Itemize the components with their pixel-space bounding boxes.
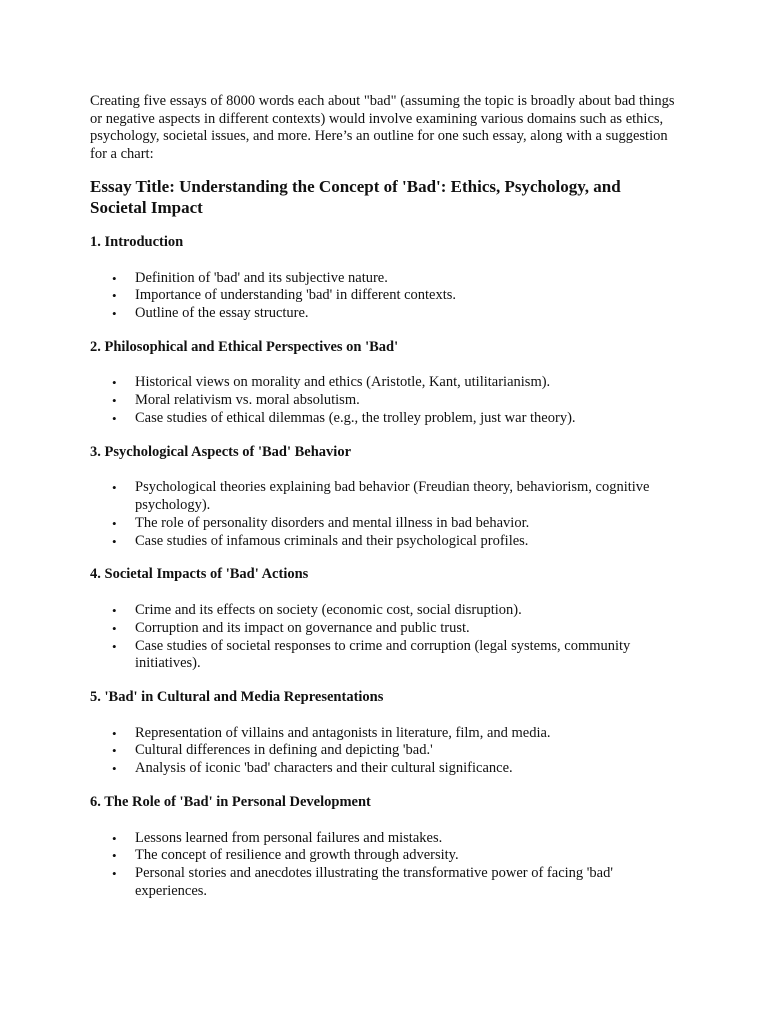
list-item bbox=[90, 305, 678, 323]
list-item-text: Corruption and its impact on governance and public trust. bbox=[135, 619, 470, 636]
bullet-icon: • bbox=[112, 533, 117, 549]
section-heading: 2. Philosophical and Ethical Perspectives on 'Bad' bbox=[90, 338, 399, 355]
bullet-icon: • bbox=[112, 515, 117, 531]
list-item-text: Importance of understanding 'bad' in different contexts. bbox=[135, 287, 457, 304]
section-cultural bbox=[90, 689, 678, 778]
bullet-icon: • bbox=[112, 306, 117, 322]
list-item bbox=[90, 620, 678, 638]
list-item bbox=[90, 392, 678, 410]
bullet-icon: • bbox=[112, 270, 117, 286]
bullet-list bbox=[90, 374, 678, 427]
bullet-icon: • bbox=[112, 288, 117, 304]
bullet-icon: • bbox=[112, 761, 117, 777]
list-item bbox=[90, 515, 678, 533]
list-item bbox=[90, 270, 678, 288]
bullet-icon: • bbox=[112, 866, 117, 882]
bullet-icon: • bbox=[112, 375, 117, 391]
intro-paragraph: Creating five essays of 8000 words each about "bad" (assuming the topic is broadly about bad things or negative aspects in different contexts) would involve examining various domains such as ethics, psychology, societal issues, and more. Here’s an outline for one such essay, along with a suggestion for a chart: bbox=[90, 93, 675, 162]
section-heading: 6. The Role of 'Bad' in Personal Development bbox=[90, 794, 371, 811]
section-heading: 5. 'Bad' in Cultural and Media Representations bbox=[90, 689, 384, 706]
list-item-text: Psychological theories explaining bad behavior (Freudian theory, behaviorism, cognitive psychology). bbox=[135, 479, 650, 514]
list-item-text: Analysis of iconic 'bad' characters and their cultural significance. bbox=[135, 760, 513, 777]
bullet-list bbox=[90, 725, 678, 778]
list-item bbox=[90, 638, 678, 674]
section-introduction bbox=[90, 234, 678, 323]
section-philosophical bbox=[90, 339, 678, 428]
list-item bbox=[90, 479, 678, 515]
list-item bbox=[90, 374, 678, 392]
list-item bbox=[90, 865, 678, 901]
list-item-text: Definition of 'bad' and its subjective nature. bbox=[135, 269, 388, 286]
list-item-text: Case studies of ethical dilemmas (e.g., the trolley problem, just war theory). bbox=[135, 409, 576, 426]
list-item-text: Crime and its effects on society (economic cost, social disruption). bbox=[135, 601, 522, 618]
list-item-text: The role of personality disorders and mental illness in bad behavior. bbox=[135, 514, 530, 531]
bullet-icon: • bbox=[112, 830, 117, 846]
list-item-text: Representation of villains and antagonists in literature, film, and media. bbox=[135, 724, 551, 741]
list-item bbox=[90, 410, 678, 428]
list-item-text: Moral relativism vs. moral absolutism. bbox=[135, 392, 360, 409]
list-item bbox=[90, 830, 678, 848]
essay-title: Essay Title: Understanding the Concept of 'Bad': Ethics, Psychology, and Societal Impact bbox=[90, 177, 621, 217]
list-item bbox=[90, 533, 678, 551]
section-personal-development bbox=[90, 794, 678, 901]
list-item bbox=[90, 847, 678, 865]
bullet-list bbox=[90, 270, 678, 323]
bullet-icon: • bbox=[112, 638, 117, 654]
section-societal bbox=[90, 566, 678, 673]
bullet-icon: • bbox=[112, 480, 117, 496]
bullet-list bbox=[90, 830, 678, 901]
list-item bbox=[90, 287, 678, 305]
list-item bbox=[90, 760, 678, 778]
section-psychological bbox=[90, 444, 678, 551]
list-item-text: Outline of the essay structure. bbox=[135, 305, 309, 322]
bullet-icon: • bbox=[112, 743, 117, 759]
bullet-icon: • bbox=[112, 410, 117, 426]
bullet-icon: • bbox=[112, 725, 117, 741]
bullet-icon: • bbox=[112, 848, 117, 864]
list-item bbox=[90, 602, 678, 620]
section-heading: 4. Societal Impacts of 'Bad' Actions bbox=[90, 566, 309, 583]
section-heading: 3. Psychological Aspects of 'Bad' Behavior bbox=[90, 443, 351, 460]
bullet-icon: • bbox=[112, 620, 117, 636]
list-item-text: Case studies of infamous criminals and their psychological profiles. bbox=[135, 532, 529, 549]
list-item-text: Personal stories and anecdotes illustrating the transformative power of facing 'bad' experiences. bbox=[135, 865, 613, 899]
bullet-icon: • bbox=[112, 393, 117, 409]
list-item-text: The concept of resilience and growth through adversity. bbox=[135, 847, 459, 864]
bullet-list bbox=[90, 602, 678, 673]
bullet-icon: • bbox=[112, 602, 117, 618]
list-item bbox=[90, 742, 678, 760]
bullet-list bbox=[90, 479, 678, 550]
list-item-text: Historical views on morality and ethics (Aristotle, Kant, utilitarianism). bbox=[135, 374, 551, 391]
section-heading: 1. Introduction bbox=[90, 234, 184, 250]
list-item-text: Case studies of societal responses to crime and corruption (legal systems, community initiatives). bbox=[135, 637, 631, 672]
list-item-text: Lessons learned from personal failures and mistakes. bbox=[135, 829, 443, 846]
list-item-text: Cultural differences in defining and depicting 'bad.' bbox=[135, 742, 433, 759]
list-item bbox=[90, 725, 678, 743]
